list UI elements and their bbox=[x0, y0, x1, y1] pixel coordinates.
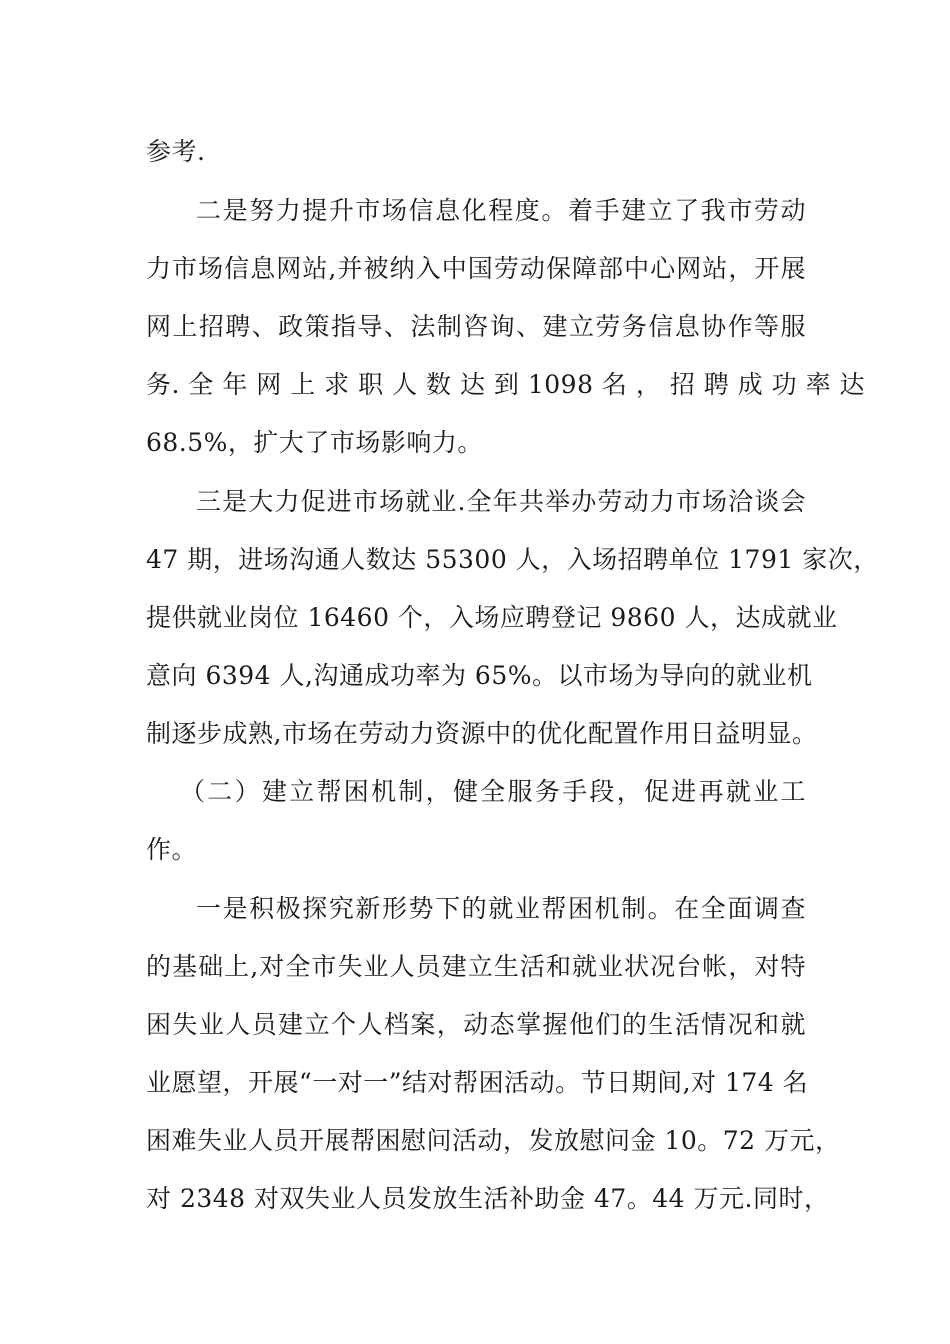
text-line-7: 三是大力促进市场就业.全年共举办劳动力市场洽谈会 bbox=[196, 487, 806, 516]
text-line-17: 对 2348 对双失业人员发放生活补助金 47。44 万元.同时， bbox=[146, 1184, 830, 1213]
text-line-9: 提供就业岗位 16460 个，入场应聘登记 9860 人，达成就业 bbox=[146, 603, 838, 632]
text-line-13: 的基础上,对全市失业人员建立生活和就业状况台帐，对特 bbox=[146, 952, 806, 981]
text-line-2: 二是努力提升市场信息化程度。着手建立了我市劳动 bbox=[196, 196, 806, 225]
text-line-6: 68.5%，扩大了市场影响力。 bbox=[146, 428, 483, 457]
text-line-12: 一是积极探究新形势下的就业帮困机制。在全面调查 bbox=[196, 894, 806, 923]
text-line-10: 意向 6394 人,沟通成功率为 65%。以市场为导向的就业机 bbox=[146, 661, 813, 690]
text-line-14: 困失业人员建立个人档案，动态掌握他们的生活情况和就 bbox=[146, 1010, 806, 1039]
text-line-16: 困难失业人员开展帮困慰问活动，发放慰问金 10。72 万元， bbox=[146, 1126, 841, 1155]
text-line-15: 业愿望，开展“一对一”结对帮困活动。节日期间,对 174 名 bbox=[146, 1068, 809, 1097]
text-line-8: 47 期，进场沟通人数达 55300 人，入场招聘单位 1791 家次， bbox=[146, 545, 879, 574]
section-heading-line-2: 作。 bbox=[146, 835, 198, 864]
text-line-5: 务. 全 年 网 上 求 职 人 数 达 到 1098 名 ， 招 聘 成 功 率 达 bbox=[146, 370, 866, 399]
text-line-1: 参考. bbox=[146, 137, 206, 166]
text-line-3: 力市场信息网站,并被纳入中国劳动保障部中心网站，开展 bbox=[146, 254, 806, 283]
text-line-11: 制逐步成熟,市场在劳动力资源中的优化配置作用日益明显。 bbox=[146, 719, 818, 748]
section-heading-line-1: （二）建立帮困机制，健全服务手段，促进再就业工 bbox=[180, 777, 806, 806]
text-line-4: 网上招聘、政策指导、法制咨询、建立劳务信息协作等服 bbox=[146, 312, 806, 341]
